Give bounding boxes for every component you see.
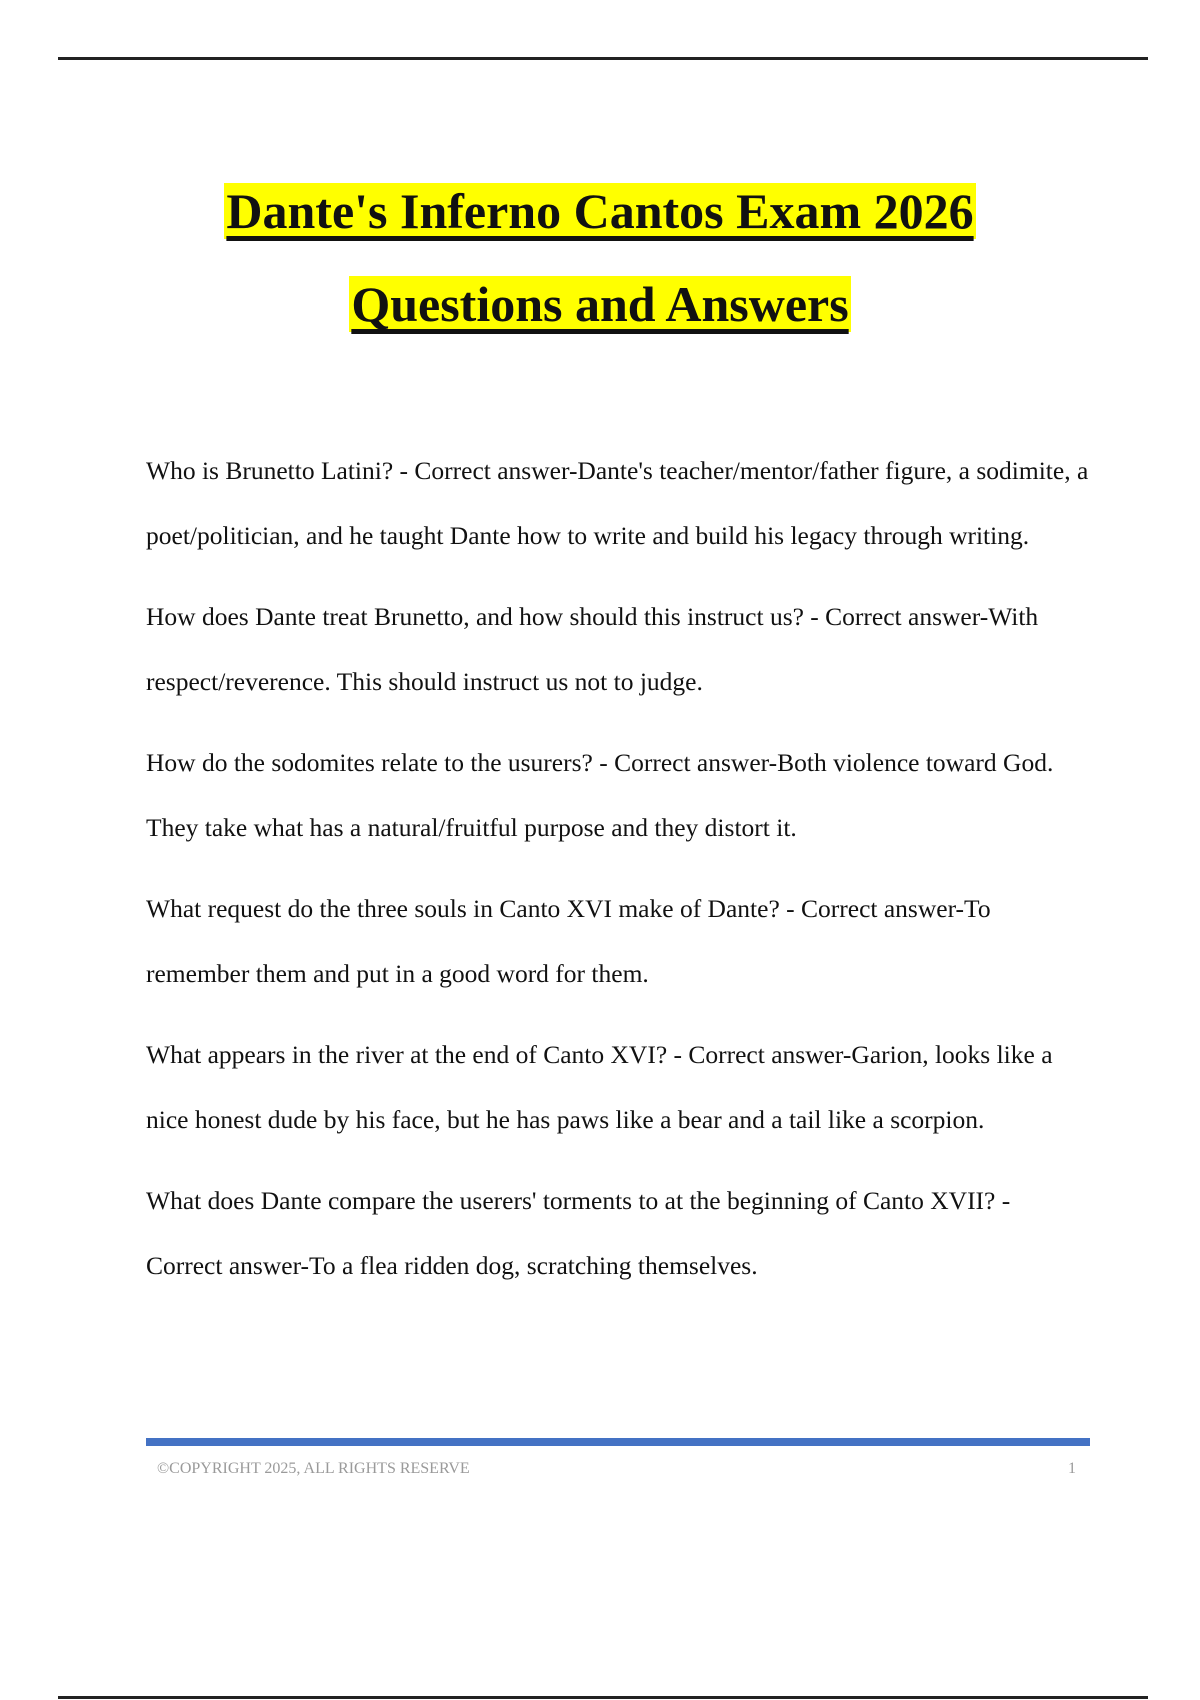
bottom-rule <box>58 1696 1148 1699</box>
qa-paragraph: Who is Brunetto Latini? - Correct answer-Dante's teacher/mentor/father figure, a sodimite, a poet/politician, and he taught Dante how to write and build his legacy through writing. <box>146 456 1089 550</box>
footer-copyright: ©COPYRIGHT 2025, ALL RIGHTS RESERVE <box>157 1460 470 1477</box>
qa-paragraph: What request do the three souls in Canto XVI make of Dante? - Correct answer-To remember them and put in a good word for them. <box>146 894 991 988</box>
title-line-1: Dante's Inferno Cantos Exam 2026 <box>226 183 974 239</box>
qa-paragraph: What appears in the river at the end of Canto XVI? - Correct answer-Garion, looks like a nice honest dude by his face, but he has paws like a bear and a tail like a scorpion. <box>146 1040 1053 1134</box>
qa-paragraph: What does Dante compare the userers' torments to at the beginning of Canto XVII? - Correct answer-To a flea ridden dog, scratching themselves. <box>146 1186 1011 1280</box>
footer-bar <box>146 1438 1090 1446</box>
header-rule <box>58 57 1148 60</box>
qa-paragraph: How do the sodomites relate to the usurers? - Correct answer-Both violence toward God. They take what has a natural/fruitful purpose and they distort it. <box>146 748 1054 842</box>
page-number: 1 <box>1068 1460 1076 1477</box>
qa-body <box>146 438 1092 1314</box>
title-line-2: Questions and Answers <box>351 276 849 332</box>
document-title <box>0 165 1200 351</box>
qa-paragraph: How does Dante treat Brunetto, and how should this instruct us? - Correct answer-With respect/reverence. This should instruct us not to judge. <box>146 602 1039 696</box>
